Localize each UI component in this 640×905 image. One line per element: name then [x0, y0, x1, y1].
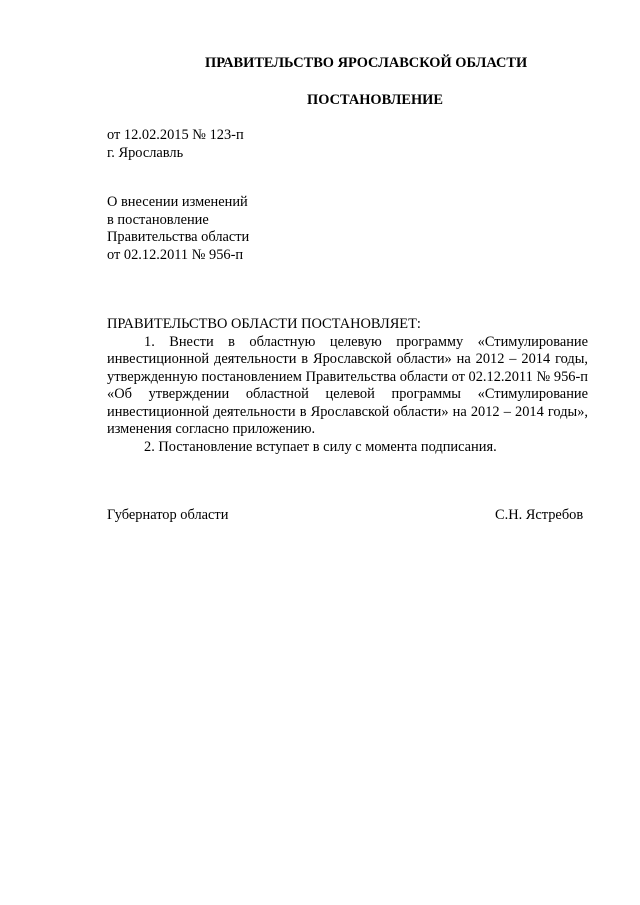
subject-line: О внесении изменений: [107, 194, 248, 210]
subject-line: от 02.12.2011 № 956-п: [107, 246, 244, 263]
government-title: ПРАВИТЕЛЬСТВО ЯРОСЛАВСКОЙ ОБЛАСТИ: [205, 55, 528, 71]
date-number: от 12.02.2015 № 123-п: [107, 127, 244, 143]
decree-line: ПРАВИТЕЛЬСТВО ОБЛАСТИ ПОСТАНОВЛЯЕТ:: [107, 316, 421, 332]
document-subject: [107, 194, 407, 264]
document-body: [107, 316, 588, 456]
document-meta: [107, 127, 407, 162]
signature-name: С.Н. Ястребов: [495, 507, 584, 523]
document-type-heading: ПОСТАНОВЛЕНИЕ: [307, 92, 443, 108]
paragraph-1: 1. Внести в областную целевую программу «Стимулирование инвестиционной деятельности в Ярославской области» на 2012 – 2014 годы, утвержденную постановлением Правительства области от 02.12.2011 № 956-п «Об утверждении областной целевой программы «Стимулирование инвестиционной деятельности в Ярославской области» на 2012 – 2014 годы», изменения согласно приложению.: [107, 333, 588, 437]
city: г. Ярославль: [107, 144, 184, 161]
signature-position: Губернатор области: [107, 507, 229, 523]
subject-line: Правительства области: [107, 229, 250, 245]
subject-line: в постановление: [107, 211, 209, 228]
paragraph-2: 2. Постановление вступает в силу с момента подписания.: [144, 438, 497, 455]
